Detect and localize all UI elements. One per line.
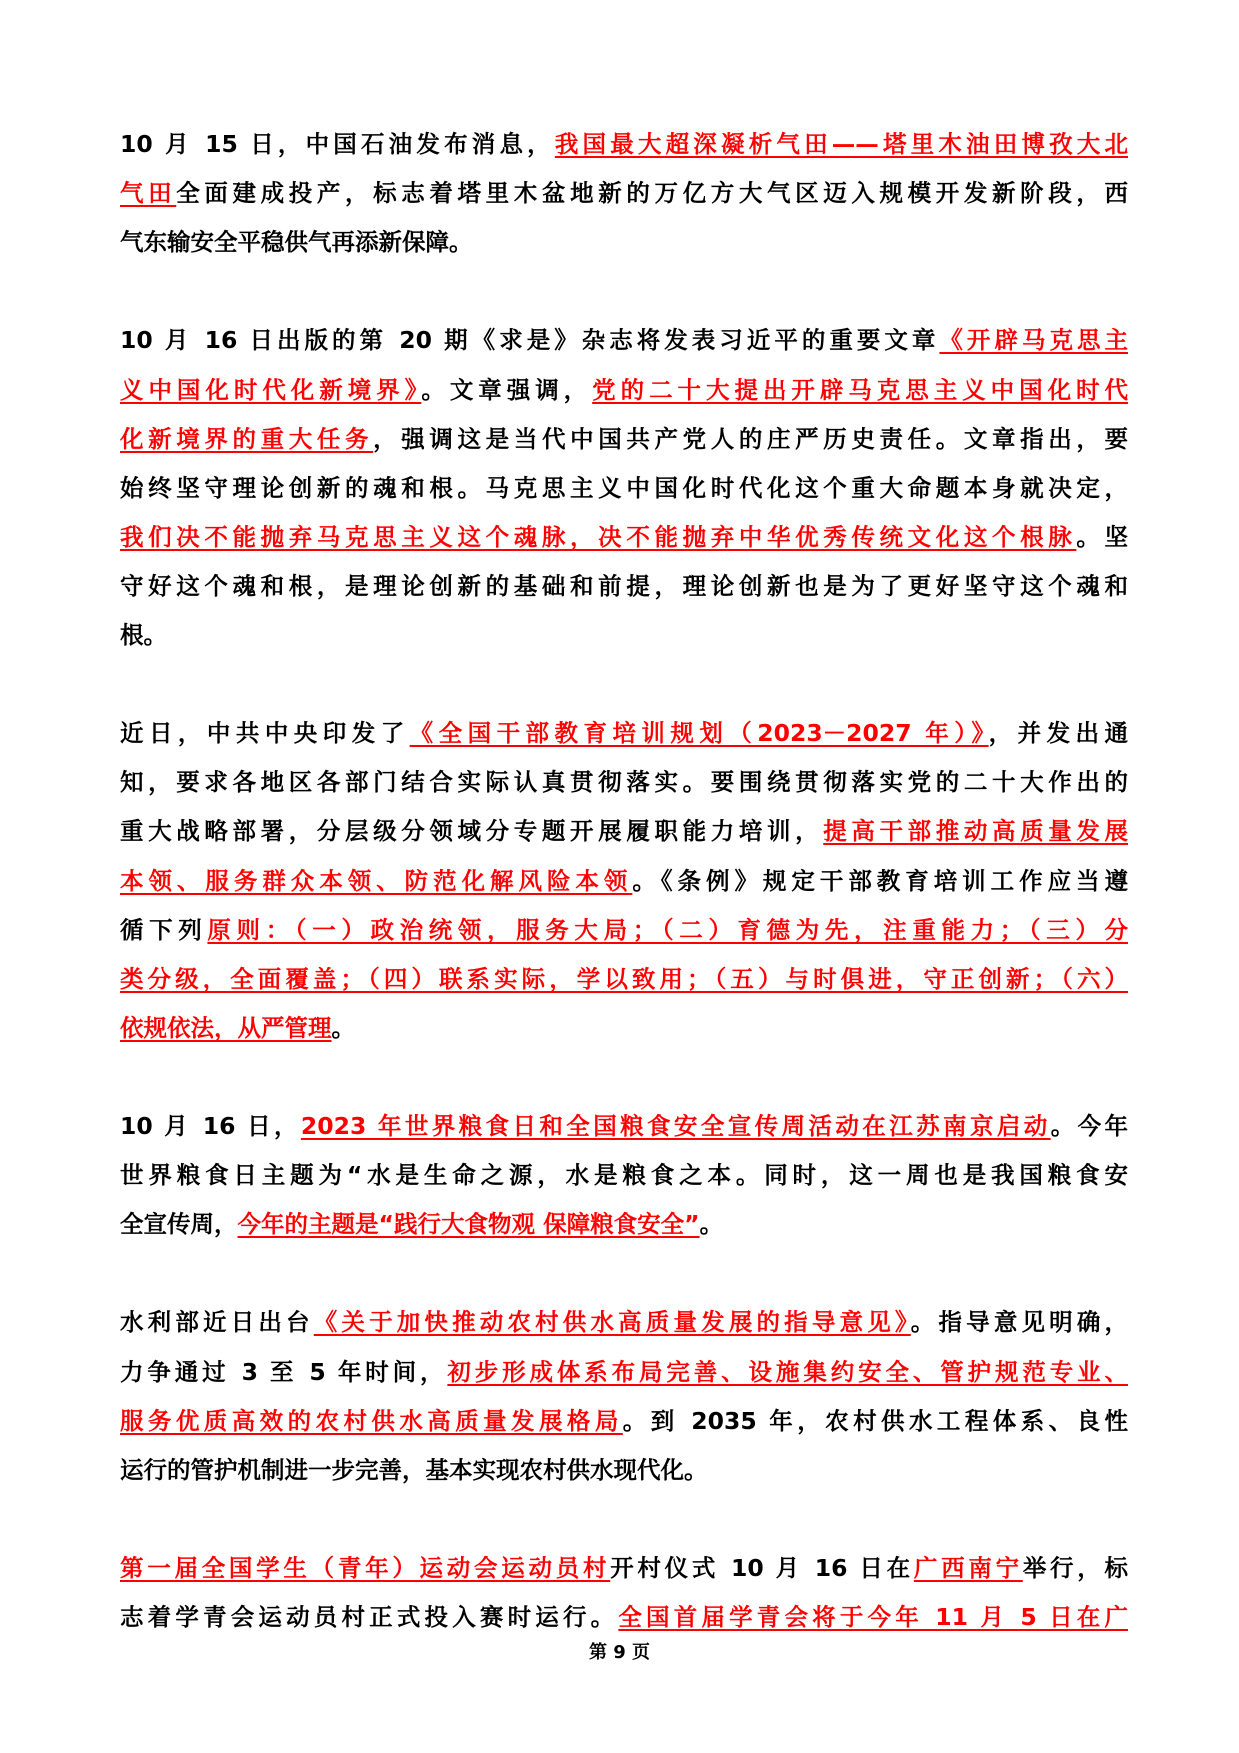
highlighted-text: 第一届全国学生（青年）运动会运动员村 bbox=[120, 1553, 611, 1582]
paragraph-line bbox=[120, 955, 1128, 1004]
paragraph-line bbox=[120, 366, 1128, 415]
body-text: 循下列 bbox=[120, 915, 208, 944]
highlighted-text: 今年的主题是“践行大食物观 保障粮食安全” bbox=[237, 1210, 700, 1239]
highlighted-text: 化新境界的重大任务 bbox=[120, 424, 374, 453]
highlighted-text: 我们决不能抛弃马克思主义这个魂脉，决不能抛弃中华优秀传统文化这个根脉 bbox=[120, 522, 1077, 551]
highlighted-text: 服务优质高效的农村供水高质量发展格局 bbox=[120, 1406, 623, 1435]
body-text: 全宣传周， bbox=[120, 1210, 238, 1239]
paragraph-line bbox=[120, 1348, 1128, 1397]
paragraph-line bbox=[120, 857, 1128, 906]
paragraph-line bbox=[120, 513, 1128, 562]
paragraph-line bbox=[120, 906, 1128, 955]
paragraph-line bbox=[120, 1151, 1128, 1200]
paragraph-line bbox=[120, 120, 1128, 169]
body-text: 。指导意见明确， bbox=[910, 1308, 1129, 1337]
paragraph-line bbox=[120, 1593, 1128, 1642]
highlighted-text: 2023 年世界粮食日和全国粮食安全宣传周活动在江苏南京启动 bbox=[300, 1112, 1051, 1140]
body-text: 守好这个魂和根，是理论创新的基础和前提，理论创新也是为了更好坚守这个魂和 bbox=[120, 571, 1128, 600]
body-text: 志着学青会运动员村正式投入赛时运行。 bbox=[120, 1603, 619, 1631]
highlighted-text: 《关于加快推动农村供水高质量发展的指导意见》 bbox=[313, 1308, 911, 1337]
highlighted-text: 我国最大超深凝析气田——塔里木油田博孜大北 bbox=[554, 130, 1129, 158]
paragraph-line bbox=[120, 807, 1128, 856]
highlighted-text: 类分级，全面覆盖；（四）联系实际，学以致用；（五）与时俱进，守正创新；（六） bbox=[120, 964, 1128, 993]
body-text: 全面建成投产，标志着塔里木盆地新的万亿方大气区迈入规模开发新阶段，西 bbox=[176, 179, 1129, 208]
body-text: ，强调这是当代中国共产党人的庄严历史责任。文章指出，要 bbox=[373, 424, 1129, 453]
body-text: 。今年 bbox=[1050, 1112, 1129, 1140]
paragraph-line bbox=[120, 1102, 1128, 1151]
paragraph-line bbox=[120, 1544, 1128, 1593]
paragraph-line bbox=[120, 316, 1128, 365]
paragraph-line bbox=[120, 218, 1128, 267]
paragraph-line bbox=[120, 1200, 1128, 1249]
paragraph-line bbox=[120, 415, 1128, 464]
highlighted-text: 广西南宁 bbox=[913, 1553, 1023, 1582]
body-text: 10 月 16 日出版的第 20 期《求是》杂志将发表习近平的重要文章 bbox=[120, 326, 940, 355]
body-text: 10 月 15 日，中国石油发布消息， bbox=[120, 130, 555, 158]
body-text: 根。 bbox=[120, 621, 167, 649]
body-text: 力争通过 3 至 5 年时间， bbox=[120, 1357, 448, 1386]
body-text: 运行的管护机制进一步完善，基本实现农村供水现代化。 bbox=[120, 1455, 708, 1484]
paragraph-line bbox=[120, 709, 1128, 758]
paragraph-line bbox=[120, 562, 1128, 611]
highlighted-text: 依规依法，从严管理 bbox=[120, 1013, 332, 1042]
body-text: 。到 2035 年，农村供水工程体系、良性 bbox=[622, 1406, 1128, 1435]
highlighted-text: 本领、服务群众本领、防范化解风险本领 bbox=[120, 866, 633, 895]
highlighted-text: 全国首届学青会将于今年 11 月 5 日在广 bbox=[618, 1603, 1128, 1631]
body-text: 。《条例》规定干部教育培训工作应当遵 bbox=[632, 866, 1129, 895]
highlighted-text: 义中国化时代化新境界》 bbox=[120, 375, 422, 404]
highlighted-text: 党的二十大提出开辟马克思主义中国化时代 bbox=[592, 375, 1129, 404]
body-text: 举行，标 bbox=[1022, 1553, 1129, 1582]
highlighted-text: 气田 bbox=[120, 179, 177, 208]
body-text: 近日，中共中央印发了 bbox=[120, 719, 410, 748]
body-text: 。 bbox=[699, 1210, 724, 1239]
paragraph-line bbox=[120, 1446, 1128, 1495]
paragraph-line bbox=[120, 758, 1128, 807]
body-text: 10 月 16 日， bbox=[120, 1112, 301, 1140]
highlighted-text: 原则：（一）政治统领，服务大局；（二）育德为先，注重能力；（三）分 bbox=[207, 915, 1129, 944]
body-text: 气东输安全平稳供气再添新保障。 bbox=[120, 228, 473, 257]
highlighted-text: 初步形成体系布局完善、设施集约安全、管护规范专业、 bbox=[447, 1357, 1128, 1386]
highlighted-text: 《全国干部教育培训规划（2023－2027 年）》 bbox=[409, 719, 989, 748]
body-text: ，并发出通 bbox=[988, 719, 1129, 748]
body-text: 水利部近日出台 bbox=[120, 1308, 314, 1337]
paragraph-line bbox=[120, 1004, 1128, 1053]
body-text: 。 bbox=[331, 1013, 355, 1042]
highlighted-text: 提高干部推动高质量发展 bbox=[823, 817, 1129, 846]
paragraph-line bbox=[120, 464, 1128, 513]
body-text: 重大战略部署，分层级分领域分专题开展履职能力培训， bbox=[120, 817, 824, 846]
paragraph-line bbox=[120, 169, 1128, 218]
body-text: 知，要求各地区各部门结合实际认真贯彻落实。要围绕贯彻落实党的二十大作出的 bbox=[120, 768, 1128, 797]
body-text: 世界粮食日主题为“水是生命之源，水是粮食之本。同时，这一周也是我国粮食安 bbox=[120, 1161, 1128, 1190]
paragraph-line bbox=[120, 1397, 1128, 1446]
highlighted-text: 《开辟马克思主 bbox=[939, 326, 1129, 355]
body-text: 。文章强调， bbox=[421, 375, 593, 404]
body-text: 开村仪式 10 月 16 日在 bbox=[610, 1553, 914, 1582]
body-text: 。坚 bbox=[1076, 522, 1129, 551]
body-text: 始终坚守理论创新的魂和根。马克思主义中国化时代化这个重大命题本身就决定， bbox=[120, 473, 1128, 502]
page-number: 第 9 页 bbox=[588, 1642, 651, 1663]
paragraph-line bbox=[120, 611, 1128, 660]
paragraph-line bbox=[120, 1298, 1128, 1347]
